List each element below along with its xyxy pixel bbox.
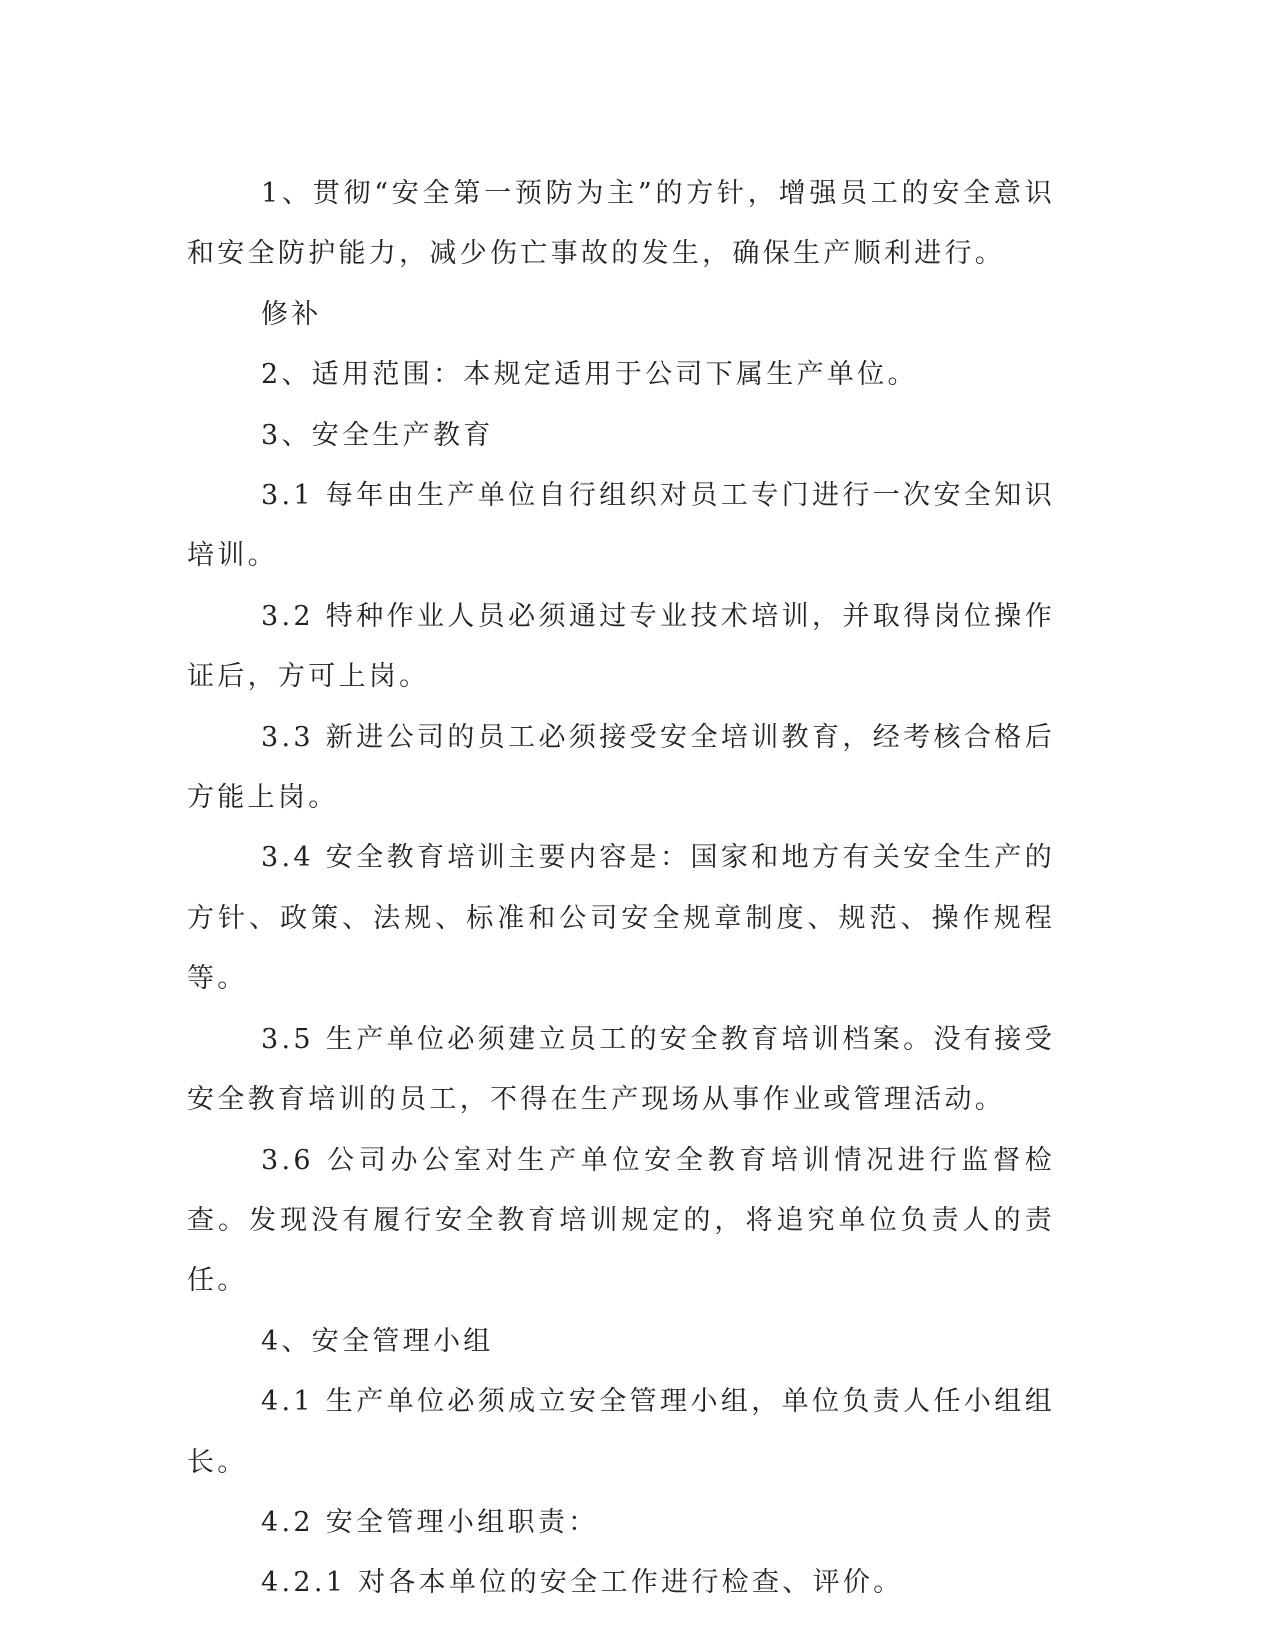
paragraph-revision-note: 修补 <box>261 298 322 330</box>
paragraph-3-3: 3.3 新进公司的员工必须接受安全培训教育，经考核合格后方能上岗。 <box>187 721 1055 814</box>
document-body <box>187 164 1055 1614</box>
section-heading-education: 3、安全生产教育 <box>261 419 494 451</box>
paragraph-purpose: 1、贯彻“安全第一预防为主”的方针，增强员工的安全意识和安全防护能力，减少伤亡事故的发生，确保生产顺利进行。 <box>187 178 1055 270</box>
paragraph-3-4: 3.4 安全教育培训主要内容是：国家和地方有关安全生产的方针、政策、法规、标准和公司安全规章制度、规范、操作规程等。 <box>187 842 1055 995</box>
paragraph-3-1: 3.1 每年由生产单位自行组织对员工专门进行一次安全知识培训。 <box>187 480 1055 572</box>
paragraph-4-2: 4.2 安全管理小组职责： <box>261 1506 599 1538</box>
paragraph-3-5: 3.5 生产单位必须建立员工的安全教育培训档案。没有接受安全教育培训的员工，不得在生产现场从事作业或管理活动。 <box>187 1023 1055 1116</box>
paragraph-3-6: 3.6 公司办公室对生产单位安全教育培训情况进行监督检查。发现没有履行安全教育培训规定的，将追究单位负责人的责任。 <box>187 1144 1055 1297</box>
paragraph-scope: 2、适用范围：本规定适用于公司下属生产单位。 <box>261 359 918 391</box>
paragraph-4-1: 4.1 生产单位必须成立安全管理小组，单位负责人任小组组长。 <box>187 1386 1055 1478</box>
section-heading-management-group: 4、安全管理小组 <box>261 1325 494 1357</box>
paragraph-3-2: 3.2 特种作业人员必须通过专业技术培训，并取得岗位操作证后，方可上岗。 <box>187 600 1055 693</box>
paragraph-4-2-1: 4.2.1 对各本单位的安全工作进行检查、评价。 <box>261 1567 904 1599</box>
